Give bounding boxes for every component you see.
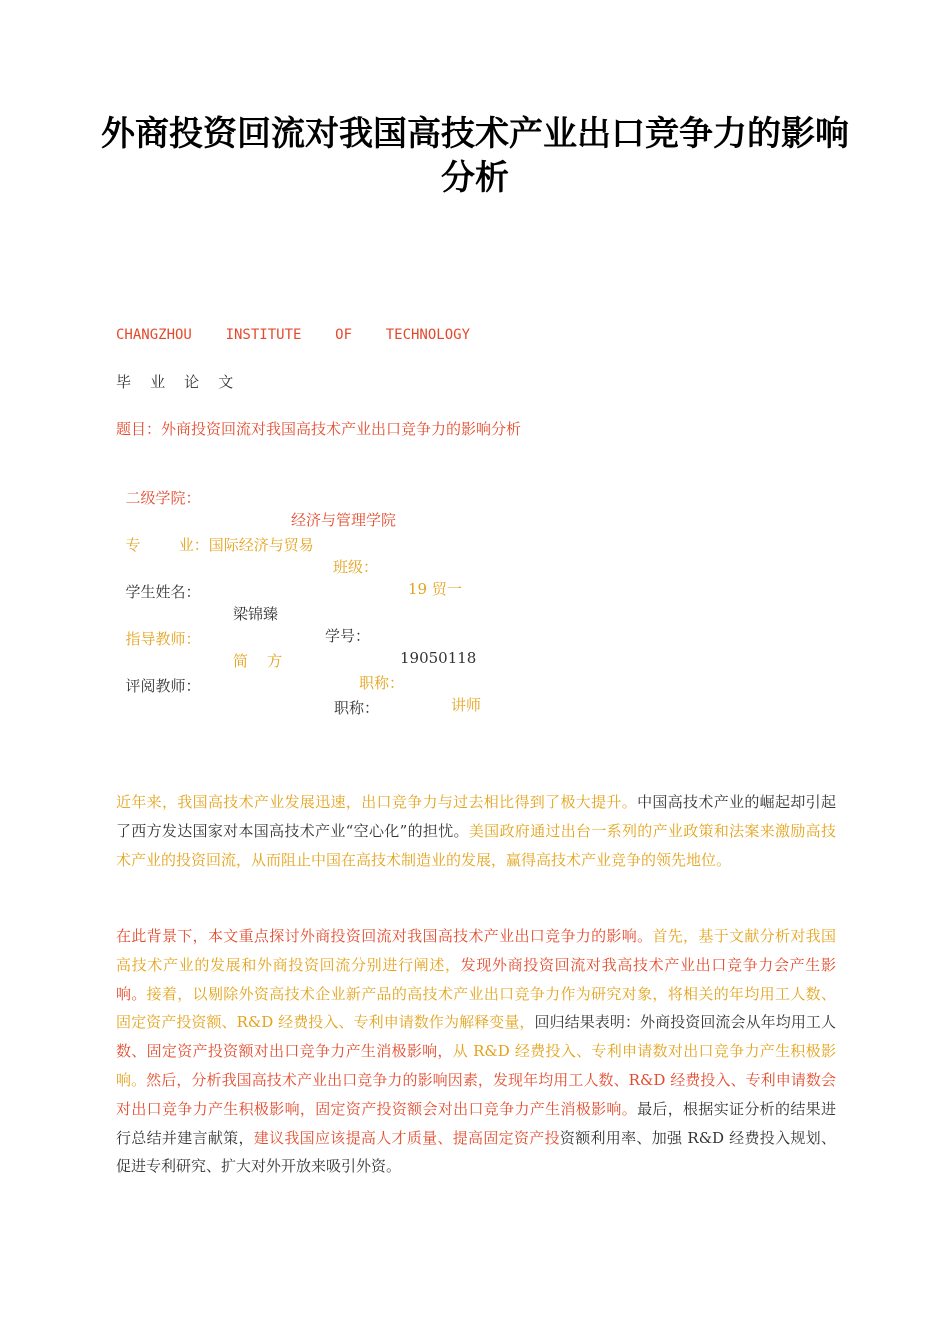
school-name-english: CHANGZHOU INSTITUTE OF TECHNOLOGY (116, 327, 471, 343)
college-label: 二级学院： (125, 489, 201, 507)
abstract-paragraph-1 (116, 788, 836, 874)
abstract-text-segment: 从 R&D 经费投入、专利申请数对出口竞争力产生积极影响。 (116, 1042, 836, 1089)
class-label: 班级： (333, 558, 379, 576)
abstract-text-segment: 数、固定资产投资额对出口竞争力产生消极影响， (116, 1042, 453, 1061)
abstract-text-segment: 首先，基于文献分析对我国高技术产业的发展和外商投资回流分别进行阐述， (116, 927, 836, 974)
topic-label: 题目： (116, 420, 162, 438)
advisor-label: 指导教师： (125, 630, 201, 648)
student-id-label: 学号： (325, 627, 371, 645)
abstract-text-segment: 资额利用率、加强 R&D 经费投入规划、促进专利研究、扩大对外开放来吸引外资。 (116, 1128, 836, 1176)
abstract-paragraph-2 (116, 922, 836, 1181)
topic-value: 外商投资回流对我国高技术产业出口竞争力的影响分析 (161, 420, 522, 438)
abstract-text-segment: 回归结果表明：外商投资回流会从年均用工人 (534, 1013, 836, 1032)
document-type: 毕 业 论 文 (116, 373, 234, 391)
advisor-title-label: 职称： (359, 674, 405, 692)
abstract-text-segment: 接着，以剔除外资高技术企业新产品的高技术产业出口竞争力作为研究对象，将相关的年均用工人数、固定资产投资额、R&D 经费投入、专利申请数作为解释变量， (116, 984, 836, 1032)
major-label: 专 业： (125, 536, 209, 554)
abstract-text-segment: 最后，根据实证分析的结果进行总结并建言献策， (116, 1099, 836, 1147)
abstract-text-segment: 建议我国应该提高人才质量、提高固定资产投 (253, 1128, 560, 1147)
abstract-text-segment: 在此背景下，本文重点探讨外商投资回流对我国高技术产业出口竞争力的影响。 (116, 927, 653, 945)
student-name-label: 学生姓名： (125, 583, 201, 601)
student-id: 19050118 (400, 649, 477, 667)
major-value: 国际经济与贸易 (208, 536, 314, 554)
abstract-text-segment: 然后，分析我国高技术产业出口竞争力的影响因素，发现年均用工人数、R&D 经费投入、专利申请数会对出口竞争力产生积极影响，固定资产投资额会对出口竞争力产生消极影响。 (116, 1070, 836, 1118)
abstract-text-segment: 中国高技术产业的崛起却引起了西方发达国家对本国高技术产业“空心化”的担忧。 (116, 793, 836, 840)
class-value: 19 贸一 (408, 580, 462, 598)
abstract-text-segment: 美国政府通过出台一系列的产业政策和法案来激励高技术产业的投资回流，从而阻止中国在高技术制造业的发展，赢得高技术产业竞争的领先地位。 (116, 821, 836, 869)
college-value: 经济与管理学院 (291, 511, 397, 529)
student-name: 梁锦臻 (233, 605, 279, 623)
abstract-text-segment: 发现外商投资回流对我高技术产业出口竞争力会产生影响。 (116, 955, 836, 1003)
topic-row (116, 418, 521, 440)
page-title: 外商投资回流对我国高技术产业出口竞争力的影响分析 (101, 114, 849, 198)
advisor-name: 简 方 (233, 652, 283, 670)
advisor-title: 讲师 (451, 696, 482, 714)
reviewer-label: 评阅教师： (125, 677, 201, 695)
abstract-text-segment: 近年来，我国高技术产业发展迅速，出口竞争力与过去相比得到了极大提升。 (116, 793, 638, 811)
reviewer-title-label: 职称： (334, 699, 380, 717)
